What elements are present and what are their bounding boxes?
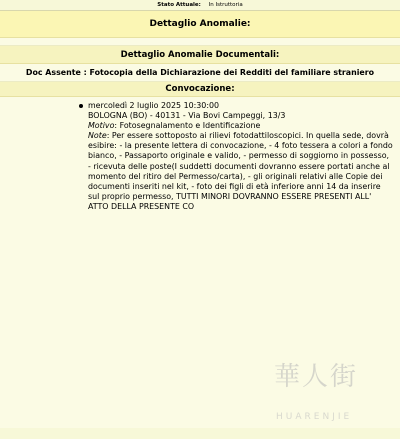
convocazione-body [0,97,400,428]
convocazione-datetime: mercoledì 2 luglio 2025 10:30:00 [88,101,220,110]
convocazione-item [88,101,394,212]
anomalie-header: Dettaglio Anomalie: [0,11,400,38]
motivo-value: : Fotosegnalamento e Identificazione [114,121,261,131]
documentali-header: Dettaglio Anomalie Documentali: [0,46,400,64]
convocazione-motivo [88,121,394,131]
status-value: In Istruttoria [208,2,243,8]
status-row [0,0,400,11]
spacer-row [0,38,400,46]
status-label: Stato Attuale: [157,2,201,8]
watermark-subtitle: HUARENJIE [276,411,353,422]
convocazione-header: Convocazione: [0,82,400,97]
watermark-logo [270,362,380,422]
note-label: Note [88,131,107,141]
convocazione-list [88,101,394,212]
bullet-icon [79,104,83,108]
motivo-label: Motivo [88,121,115,131]
note-value: : Per essere sottoposto ai rilievi fotodattiloscopici. In quella sede, dovrà esibire: - la presente lettera di convocazione, - 4 foto tessera a colori a fondo bianco, - Passaporto originale e valido, - permesso di soggiorno in possesso, - ricevuta delle poste(I suddetti documenti dovranno essere portati anche al momento del ritiro del Permesso/carta), - gli originali relativi alle Copie dei documenti inseriti nel kit, - foto dei figli di età inferiore anni 14 da inserire sul proprio permesso, TUTTI MINORI DOVRANNO ESSERE PRESENTI ALL' ATTO DELLA PRESENTE CO [88,131,393,211]
convocazione-address: BOLOGNA (BO) - 40131 - Via Bovi Campeggi, 13/3 [88,111,286,121]
doc-assente-row: Doc Assente : Fotocopia della Dichiarazione dei Redditi del familiare straniero [0,64,400,82]
convocazione-note [88,131,394,212]
watermark-title: 華人街 [274,362,359,392]
